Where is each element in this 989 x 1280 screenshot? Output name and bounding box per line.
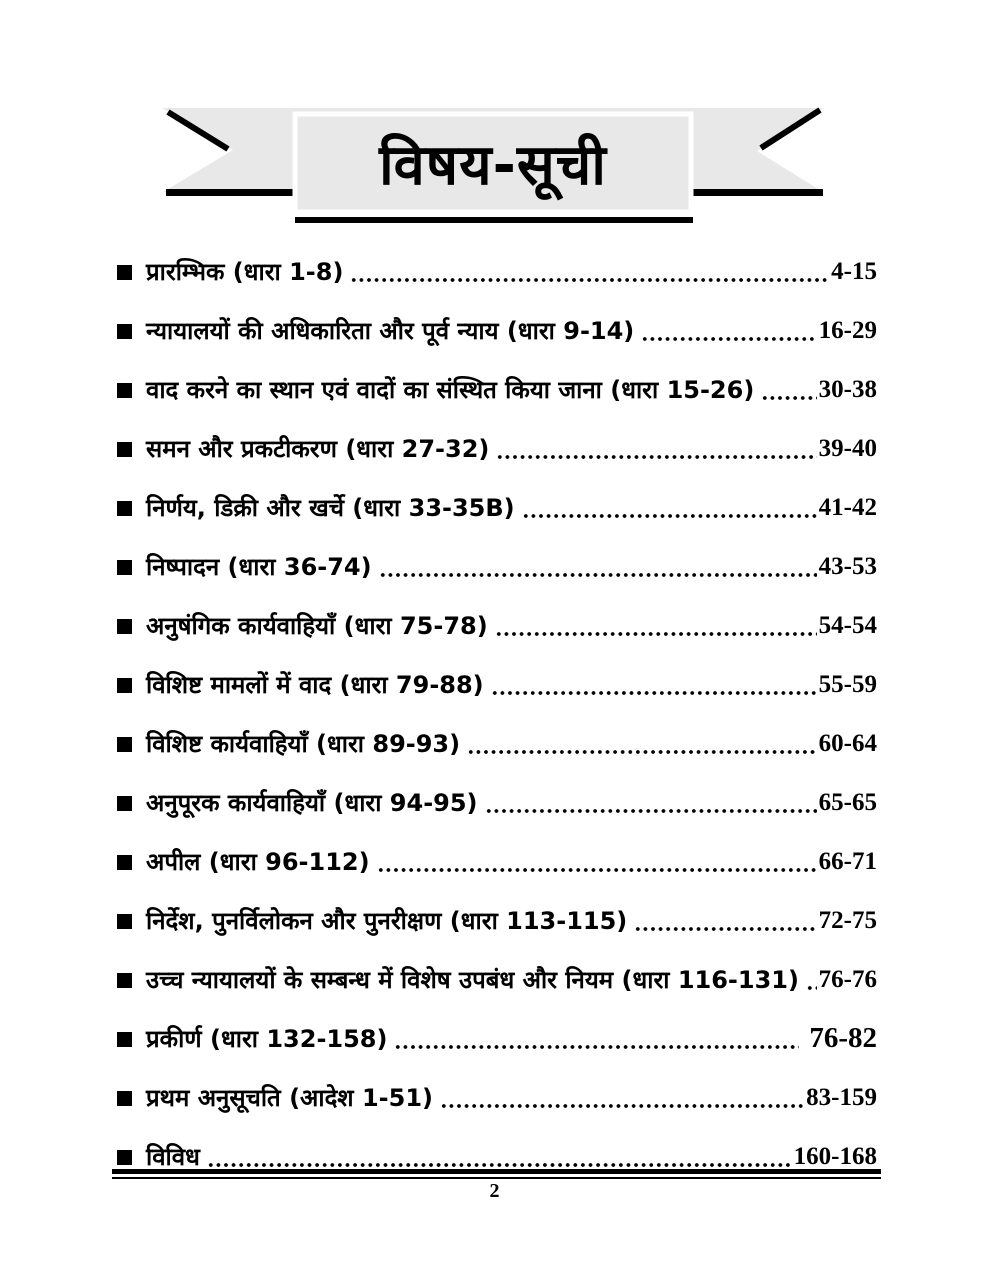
toc-entry-label: न्यायालयों की अधिकारिता और पूर्व न्याय (धारा 9-14) bbox=[146, 316, 635, 345]
dot-leader bbox=[522, 491, 817, 525]
toc-entry-label: प्रथम अनुसूचति (आदेश 1-51) bbox=[146, 1083, 434, 1112]
dot-leader bbox=[641, 314, 816, 348]
title-banner bbox=[0, 0, 989, 250]
toc-row bbox=[117, 537, 877, 596]
square-bullet-icon bbox=[117, 1032, 132, 1047]
toc-entry-pages: 76-82 bbox=[809, 1022, 877, 1054]
toc-entry-label: समन और प्रकटीकरण (धारा 27-32) bbox=[146, 434, 490, 463]
toc-row bbox=[117, 891, 877, 950]
toc-entry-label: प्रकीर्ण (धारा 132-158) bbox=[146, 1024, 388, 1053]
toc-entry-label: प्रारम्भिक (धारा 1-8) bbox=[146, 257, 344, 286]
square-bullet-icon bbox=[117, 914, 132, 929]
square-bullet-icon bbox=[117, 501, 132, 516]
dot-leader bbox=[485, 786, 817, 820]
dot-leader bbox=[379, 550, 817, 584]
toc-entry-label: अनुपूरक कार्यवाहियाँ (धारा 94-95) bbox=[146, 788, 478, 817]
dot-leader bbox=[467, 727, 817, 761]
square-bullet-icon bbox=[117, 442, 132, 457]
toc-entry-pages: 55-59 bbox=[818, 670, 877, 698]
toc-row bbox=[117, 1068, 877, 1127]
toc-entry-pages: 83-159 bbox=[806, 1083, 877, 1111]
dot-leader bbox=[491, 668, 817, 702]
toc-entry-pages: 4-15 bbox=[831, 257, 877, 285]
toc-entry-label: विशिष्ट मामलों में वाद (धारा 79-88) bbox=[146, 670, 484, 699]
toc-entry-pages: 41-42 bbox=[818, 493, 877, 521]
toc-row bbox=[117, 242, 877, 301]
page-number: 2 bbox=[489, 1180, 500, 1202]
dot-leader bbox=[761, 373, 816, 407]
square-bullet-icon bbox=[117, 1150, 132, 1165]
toc-entry-label: अनुषंगिक कार्यवाहियाँ (धारा 75-78) bbox=[146, 611, 488, 640]
toc-row bbox=[117, 832, 877, 891]
square-bullet-icon bbox=[117, 796, 132, 811]
toc-entry-pages: 76-76 bbox=[818, 965, 877, 993]
toc-entry-pages: 160-168 bbox=[793, 1142, 877, 1170]
dot-leader bbox=[495, 609, 817, 643]
square-bullet-icon bbox=[117, 1091, 132, 1106]
ribbon-underline bbox=[295, 217, 693, 223]
dot-leader bbox=[496, 432, 816, 466]
toc-entry-label: निष्पादन (धारा 36-74) bbox=[146, 552, 372, 581]
toc-entry-pages: 72-75 bbox=[818, 906, 877, 934]
toc-entry-label: विशिष्ट कार्यवाहियाँ (धारा 89-93) bbox=[146, 729, 461, 758]
toc-entry-pages: 65-65 bbox=[818, 788, 877, 816]
toc-row bbox=[117, 301, 877, 360]
dot-leader bbox=[634, 904, 816, 938]
dot-leader bbox=[394, 1022, 799, 1056]
toc-entry-label: वाद करने का स्थान एवं वादों का संस्थित किया जाना (धारा 15-26) bbox=[146, 375, 755, 404]
dot-leader bbox=[806, 963, 817, 997]
toc-entry-pages: 43-53 bbox=[818, 552, 877, 580]
toc-entry-label: निर्णय, डिक्री और खर्चे (धारा 33-35B) bbox=[146, 493, 515, 522]
toc-row bbox=[117, 360, 877, 419]
dot-leader bbox=[440, 1081, 804, 1115]
toc-row bbox=[117, 714, 877, 773]
toc-entry-label: अपील (धारा 96-112) bbox=[146, 847, 370, 876]
square-bullet-icon bbox=[117, 324, 132, 339]
square-bullet-icon bbox=[117, 383, 132, 398]
square-bullet-icon bbox=[117, 619, 132, 634]
toc-row bbox=[117, 655, 877, 714]
toc-entry-pages: 30-38 bbox=[818, 375, 877, 403]
square-bullet-icon bbox=[117, 678, 132, 693]
toc-entry-label: निर्देश, पुनर्विलोकन और पुनरीक्षण (धारा 113-115) bbox=[146, 906, 628, 935]
toc-row bbox=[117, 419, 877, 478]
toc-list bbox=[117, 242, 877, 1186]
toc-row bbox=[117, 773, 877, 832]
square-bullet-icon bbox=[117, 737, 132, 752]
page-title: विषय-सूची bbox=[379, 133, 607, 198]
square-bullet-icon bbox=[117, 265, 132, 280]
toc-entry-pages: 54-54 bbox=[818, 611, 877, 639]
toc-row bbox=[117, 950, 877, 1009]
square-bullet-icon bbox=[117, 973, 132, 988]
toc-entry-label: उच्च न्यायालयों के सम्बन्ध में विशेष उपबंध और नियम (धारा 116-131) bbox=[146, 965, 799, 994]
toc-entry-pages: 66-71 bbox=[818, 847, 877, 875]
toc-entry-label: विविध bbox=[146, 1142, 200, 1171]
toc-row bbox=[117, 1009, 877, 1068]
toc-entry-pages: 39-40 bbox=[818, 434, 877, 462]
square-bullet-icon bbox=[117, 560, 132, 575]
toc-row bbox=[117, 596, 877, 655]
toc-row bbox=[117, 478, 877, 537]
footer-rule bbox=[112, 1169, 881, 1179]
dot-leader bbox=[377, 845, 817, 879]
toc-entry-pages: 60-64 bbox=[818, 729, 877, 757]
square-bullet-icon bbox=[117, 855, 132, 870]
toc-entry-pages: 16-29 bbox=[818, 316, 877, 344]
dot-leader bbox=[350, 255, 829, 289]
